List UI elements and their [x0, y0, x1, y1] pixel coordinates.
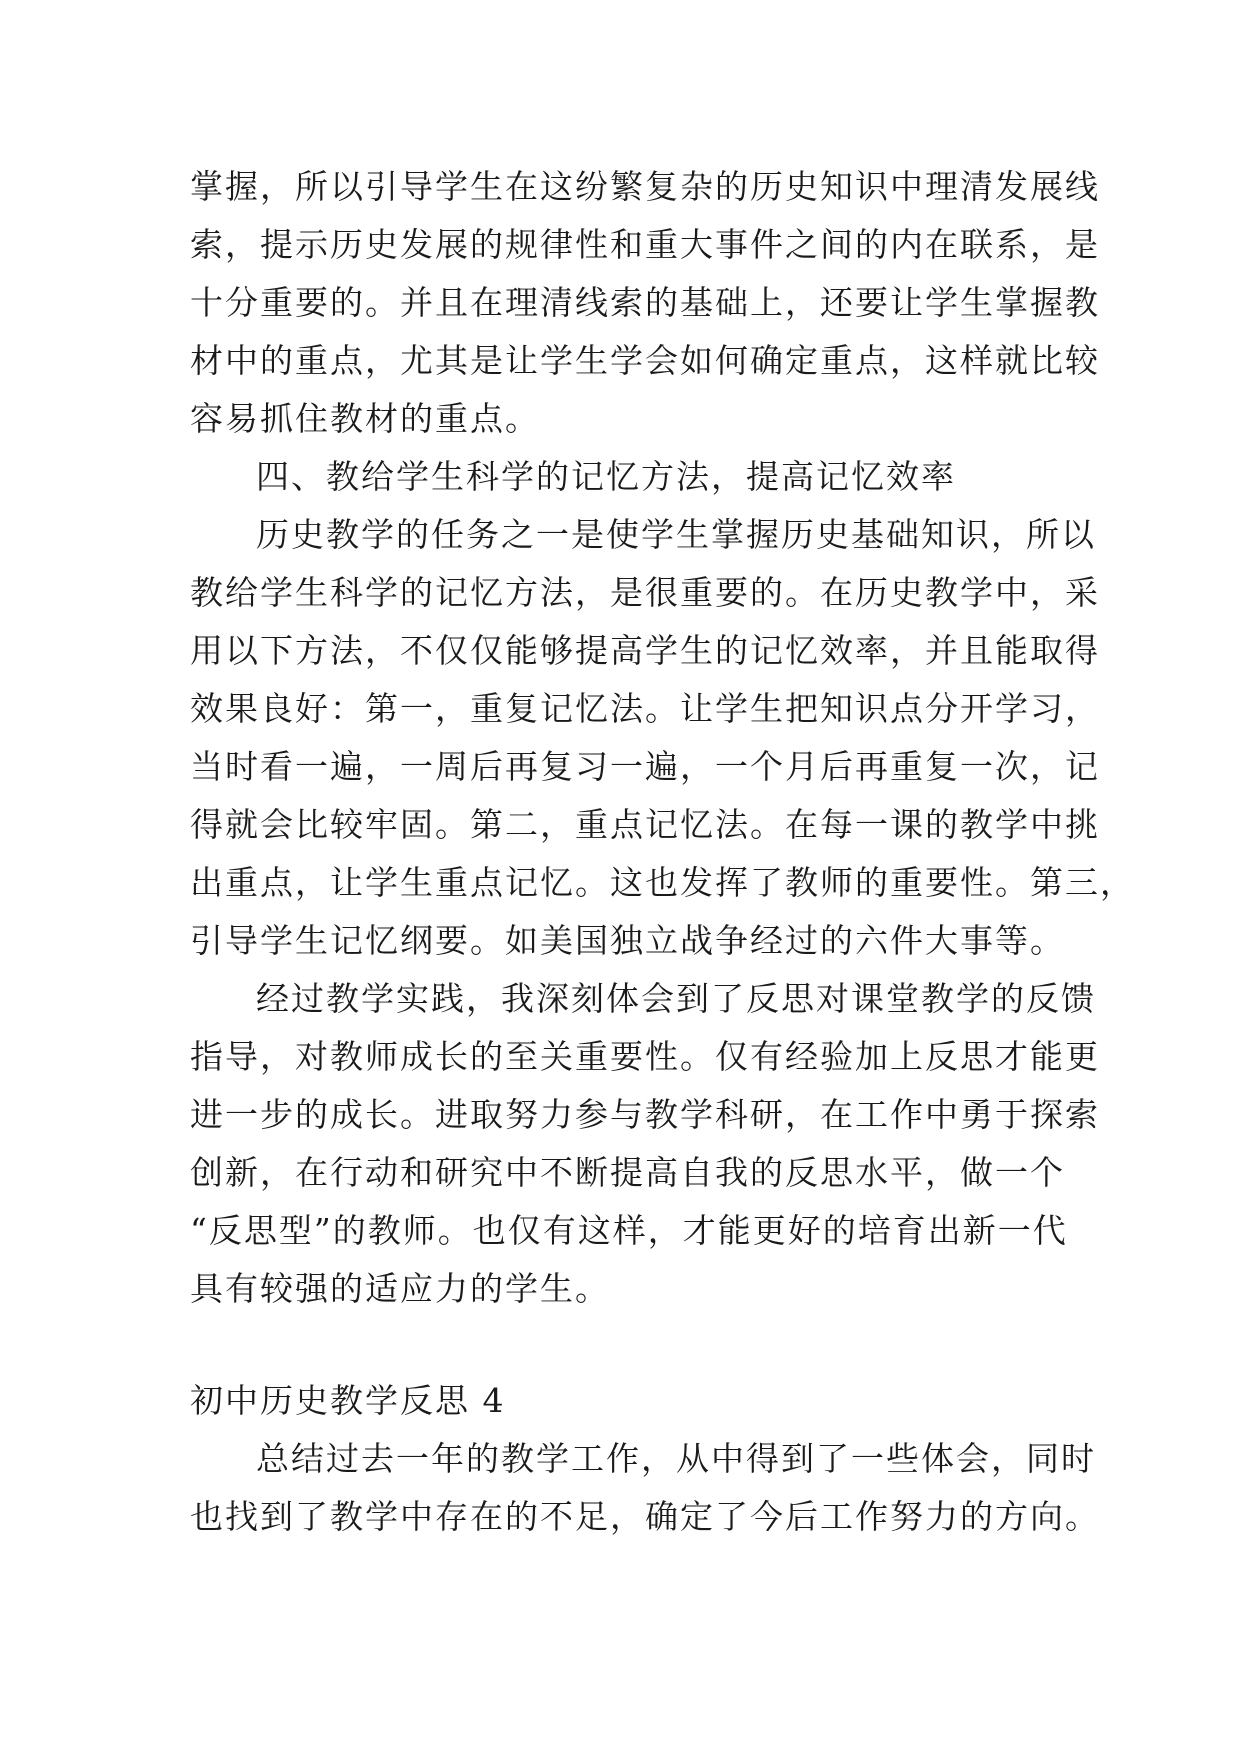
text-line: “反思型”的教师。也仅有这样，才能更好的培育出新一代: [190, 1211, 1068, 1250]
subheading-four: 四、教给学生科学的记忆方法，提高记忆效率: [256, 457, 956, 496]
text-line: 具有较强的适应力的学生。: [190, 1269, 610, 1308]
text-line: 总结过去一年的教学工作，从中得到了一些体会，同时: [256, 1439, 1096, 1478]
text-line: 材中的重点，尤其是让学生学会如何确定重点，这样就比较: [190, 341, 1100, 380]
text-line: 指导，对教师成长的至关重要性。仅有经验加上反思才能更: [190, 1037, 1100, 1076]
text-line: 容易抓住教材的重点。: [190, 399, 540, 438]
body-text-block: [190, 158, 1135, 1318]
text-line: 进一步的成长。进取努力参与教学科研，在工作中勇于探索: [190, 1095, 1100, 1134]
section-block: [190, 1372, 1100, 1546]
text-line: 效果良好：第一，重复记忆法。让学生把知识点分开学习，: [190, 689, 1100, 728]
text-line: 出重点，让学生重点记忆。这也发挥了教师的重要性。第三，: [190, 863, 1135, 902]
section-title: 初中历史教学反思 4: [190, 1381, 506, 1420]
text-line: 得就会比较牢固。第二，重点记忆法。在每一课的教学中挑: [190, 805, 1100, 844]
text-line: 掌握，所以引导学生在这纷繁复杂的历史知识中理清发展线: [190, 167, 1100, 206]
text-line: 引导学生记忆纲要。如美国独立战争经过的六件大事等。: [190, 921, 1065, 960]
text-line: 经过教学实践，我深刻体会到了反思对课堂教学的反馈: [256, 979, 1096, 1018]
text-line: 十分重要的。并且在理清线索的基础上，还要让学生掌握教: [190, 283, 1100, 322]
text-line: 索，提示历史发展的规律性和重大事件之间的内在联系，是: [190, 225, 1100, 264]
text-line: 当时看一遍，一周后再复习一遍，一个月后再重复一次，记: [190, 747, 1100, 786]
text-line: 历史教学的任务之一是使学生掌握历史基础知识，所以: [256, 515, 1096, 554]
text-line: 教给学生科学的记忆方法，是很重要的。在历史教学中，采: [190, 573, 1100, 612]
text-line: 用以下方法，不仅仅能够提高学生的记忆效率，并且能取得: [190, 631, 1100, 670]
text-line: 创新，在行动和研究中不断提高自我的反思水平，做一个: [190, 1153, 1065, 1192]
text-line: 也找到了教学中存在的不足，确定了今后工作努力的方向。: [190, 1497, 1100, 1536]
